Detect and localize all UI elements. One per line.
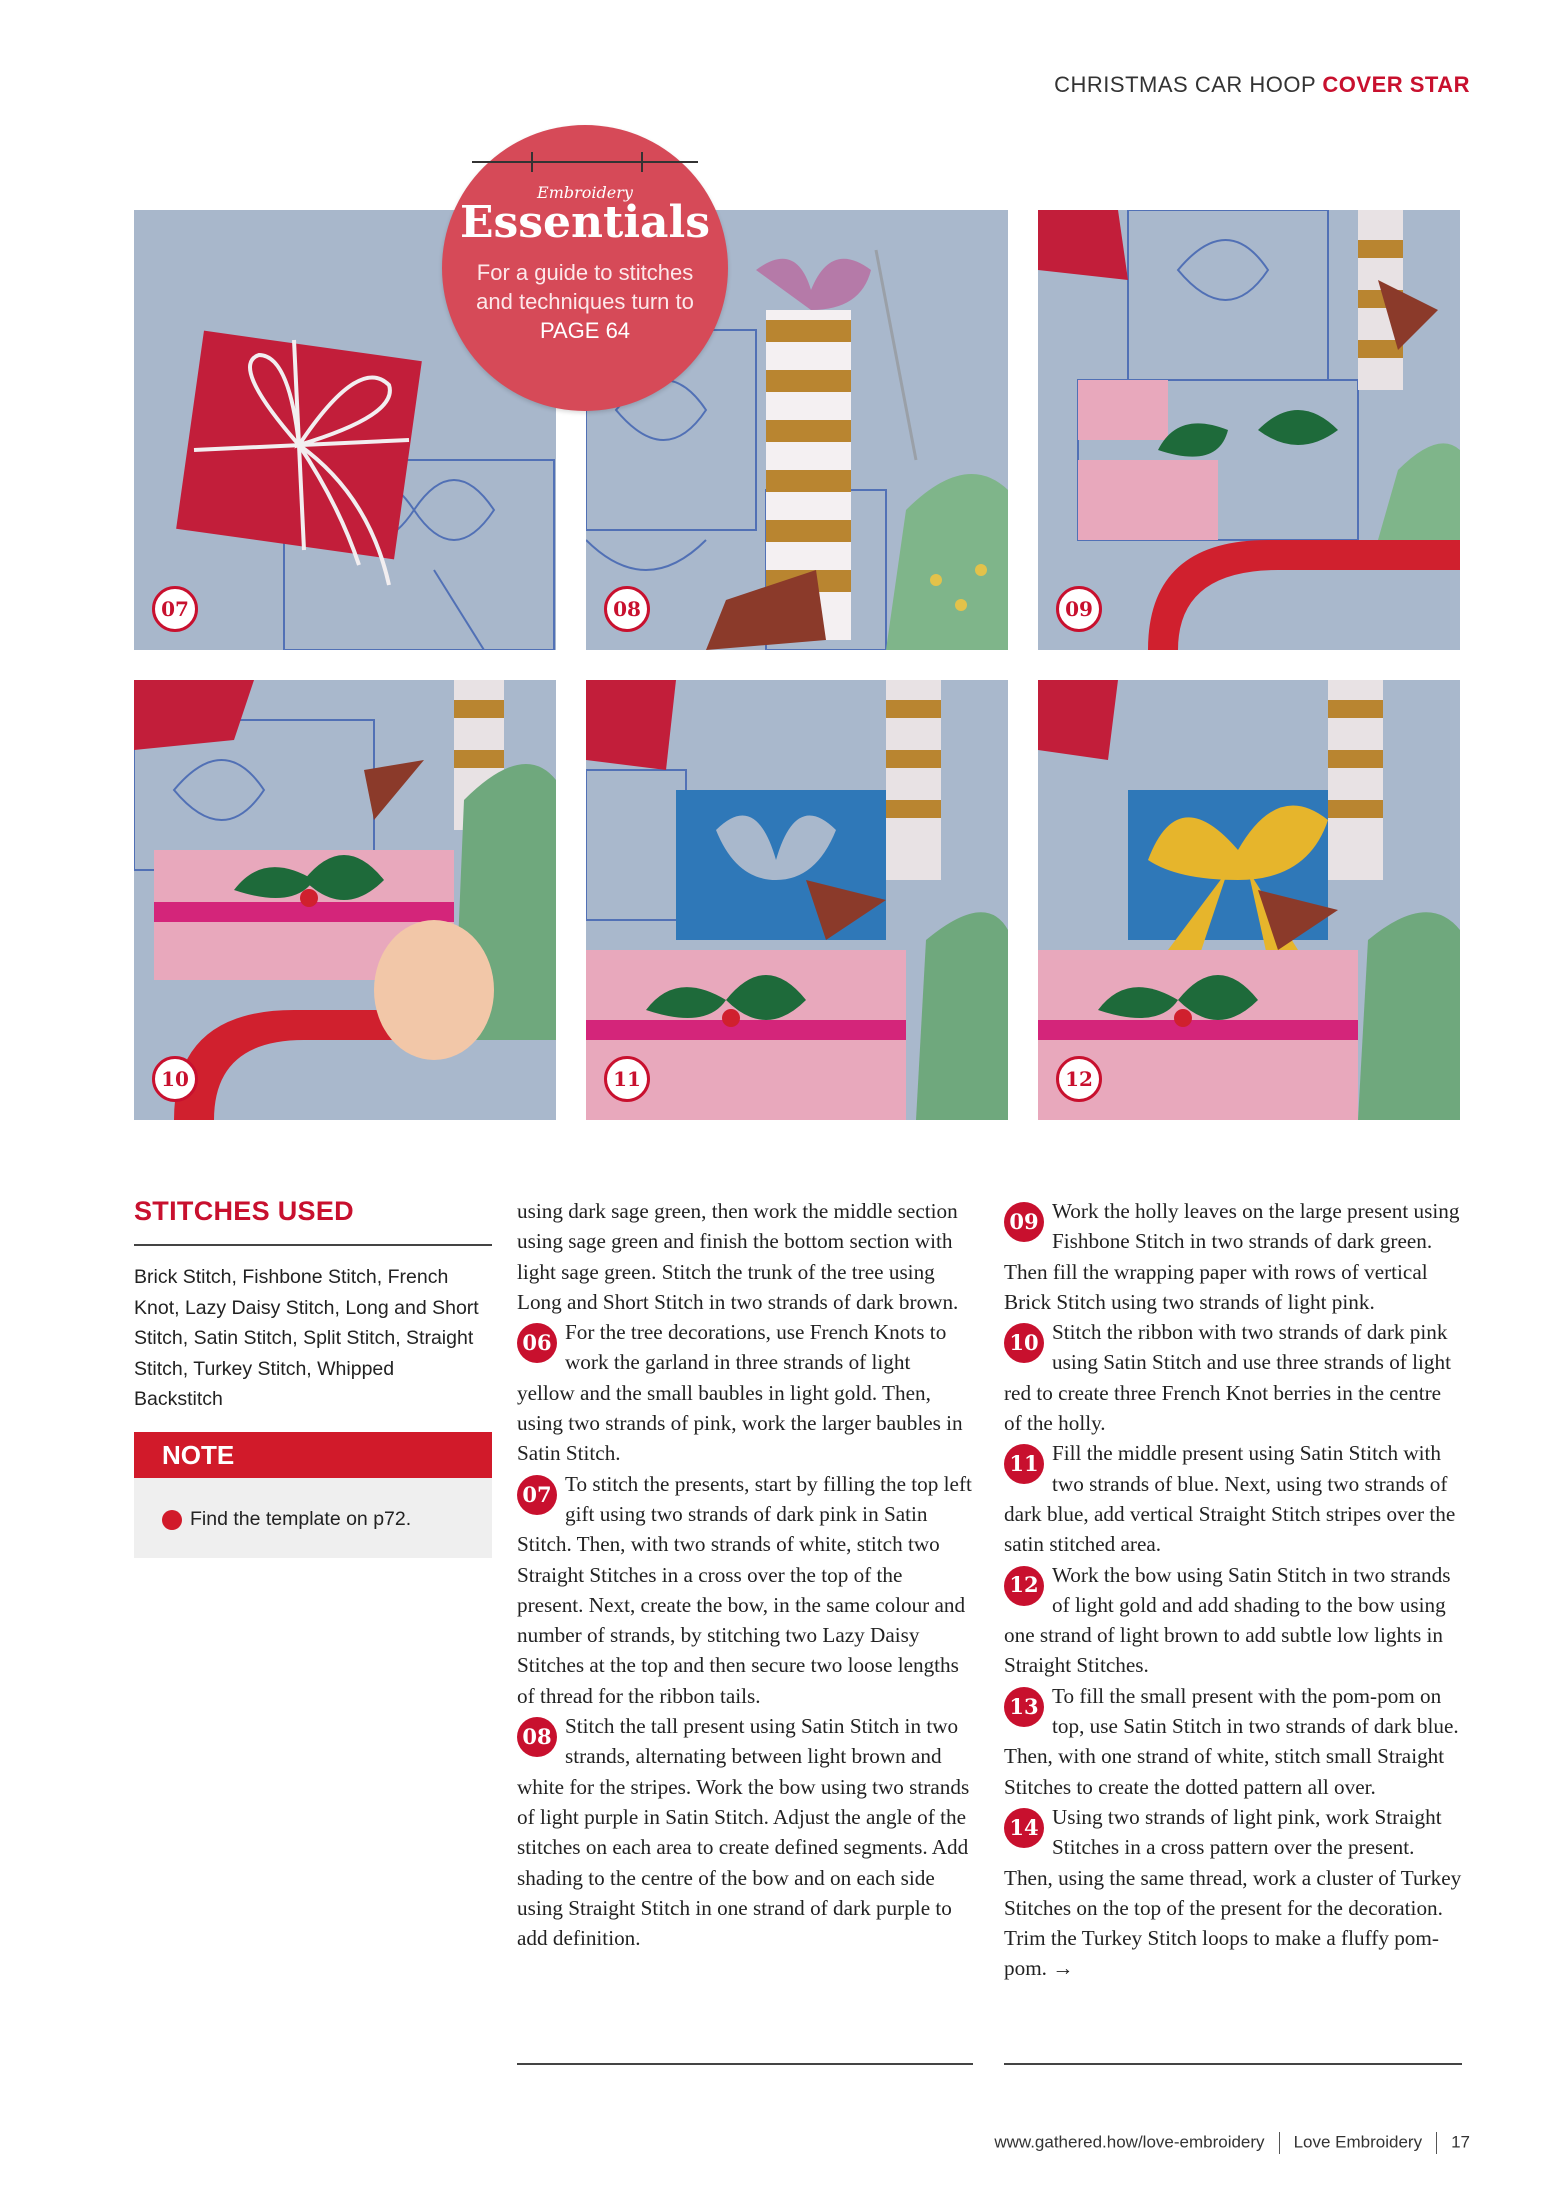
essentials-title: Essentials xyxy=(459,197,711,248)
bullet-icon xyxy=(162,1510,182,1530)
column-1-divider xyxy=(517,2063,973,2065)
step-badge-07: 07 xyxy=(152,586,198,632)
step-06 xyxy=(517,1317,973,1468)
step-number-09: 09 xyxy=(1004,1202,1044,1242)
step-08-text: Stitch the tall present using Satin Stitch in two strands, alternating between light brown and white for the stripes. Work the bow using two strands of light purple in Satin Stitch. Adjust the angle of the stitches on each area to create defined segments. Add shading to the centre of the bow and on each side using Straight Stitch in one strand of dark purple to add definition. xyxy=(517,1714,970,1951)
step-13-text: To fill the small present with the pom-pom on top, use Satin Stitch in two strands of dark blue. Then, with one strand of white, stitch small Straight Stitches to create the dotted pattern all over. xyxy=(1004,1683,1459,1799)
step-06-text: For the tree decorations, use French Knots to work the garland in three strands of light yellow and the small baubles in light gold. Then, using two strands of pink, work the larger baubles in Satin Stitch. xyxy=(517,1320,963,1466)
footer-magazine: Love Embroidery xyxy=(1293,2132,1423,2152)
column-2-divider xyxy=(1004,2063,1462,2065)
step-10 xyxy=(1004,1317,1462,1438)
needle-thread-icon xyxy=(472,147,698,177)
step-number-08: 08 xyxy=(517,1717,557,1757)
step-number-12: 12 xyxy=(1004,1566,1044,1606)
step-number-13: 13 xyxy=(1004,1687,1044,1727)
footer-url[interactable]: www.gathered.how/love-embroidery xyxy=(994,2132,1265,2152)
running-head-section: CHRISTMAS CAR HOOP xyxy=(1054,72,1316,97)
page-footer xyxy=(994,2132,1470,2154)
step-12 xyxy=(1004,1560,1462,1681)
essentials-desc xyxy=(472,258,698,345)
embroidery-photo-10 xyxy=(134,680,556,1120)
step-12-text: Work the bow using Satin Stitch in two strands of light gold and add shading to the bow using one strand of light brown to add subtle low lights in Straight Stitches. xyxy=(1004,1562,1451,1678)
step-photo-09 xyxy=(1038,210,1460,650)
embroidery-photo-11 xyxy=(586,680,1008,1120)
note-box xyxy=(134,1432,492,1558)
stitches-used-heading: STITCHES USED xyxy=(134,1196,354,1226)
step-07 xyxy=(517,1469,973,1711)
step-number-10: 10 xyxy=(1004,1323,1044,1363)
step-14-text: Using two strands of light pink, work Straight Stitches in a cross pattern over the present. Then, using the same thread, work a cluster of Turkey Stitches on the top of the present for the decoration. Trim the Turkey Stitch loops to make a fluffy pom-pom. → xyxy=(1004,1804,1462,1981)
running-head xyxy=(1054,72,1470,98)
essentials-page-link[interactable]: PAGE 64 xyxy=(539,318,631,343)
note-heading: NOTE xyxy=(134,1432,492,1478)
step-number-14: 14 xyxy=(1004,1808,1044,1848)
step-number-06: 06 xyxy=(517,1323,557,1363)
step-badge-12: 12 xyxy=(1056,1056,1102,1102)
note-text: Find the template on p72. xyxy=(190,1508,412,1530)
step-number-11: 11 xyxy=(1004,1444,1044,1484)
footer-separator xyxy=(1279,2132,1280,2154)
step-photo-12 xyxy=(1038,680,1460,1120)
note-line xyxy=(162,1508,411,1531)
step-11-text: Fill the middle present using Satin Stitch with two strands of blue. Next, using two strands of dark blue, add vertical Straight Stitch stripes over the satin stitched area. xyxy=(1004,1441,1456,1557)
stitches-used-list: Brick Stitch, Fishbone Stitch, French Knot, Lazy Daisy Stitch, Long and Short Stitch, Satin Stitch, Split Stitch, Straight Stitch, Turkey Stitch, Whipped Backstitch xyxy=(134,1266,479,1410)
essentials-brand: Embroidery xyxy=(537,183,633,202)
step-09-text: Work the holly leaves on the large present using Fishbone Stitch in two strands of dark green. Then fill the wrapping paper with rows of vertical Brick Stitch using two strands of light pink. xyxy=(1004,1199,1460,1314)
step-number-07: 07 xyxy=(517,1475,557,1515)
intro-paragraph: using dark sage green, then work the middle section using sage green and finish the bottom section with light sage green. Stitch the trunk of the tree using Long and Short Stitch in two strands of dark brown. xyxy=(517,1199,959,1314)
step-badge-11: 11 xyxy=(604,1056,650,1102)
sidebar-divider xyxy=(134,1244,492,1246)
column-2 xyxy=(1004,1196,1462,1984)
embroidery-photo-09 xyxy=(1038,210,1460,650)
step-09 xyxy=(1004,1196,1462,1317)
embroidery-photo-12 xyxy=(1038,680,1460,1120)
step-photo-10 xyxy=(134,680,556,1120)
step-badge-10: 10 xyxy=(152,1056,198,1102)
step-14 xyxy=(1004,1802,1462,1984)
essentials-desc-text: For a guide to stitches and techniques turn to xyxy=(476,260,694,314)
column-1 xyxy=(517,1196,973,1953)
step-08 xyxy=(517,1711,973,1953)
essentials-roundel xyxy=(442,125,728,411)
footer-separator xyxy=(1436,2132,1437,2154)
step-photo-11 xyxy=(586,680,1008,1120)
step-13 xyxy=(1004,1681,1462,1802)
step-badge-09: 09 xyxy=(1056,586,1102,632)
running-head-cover-star: COVER STAR xyxy=(1322,72,1470,97)
page-number: 17 xyxy=(1451,2132,1470,2152)
step-10-text: Stitch the ribbon with two strands of dark pink using Satin Stitch and use three strands of light red to create three French Knot berries in the centre of the holly. xyxy=(1004,1320,1451,1436)
step-07-text: To stitch the presents, start by filling the top left gift using two strands of dark pink in Satin Stitch. Then, with two strands of white, stitch two Straight Stitches in a cross over the top of the present. Next, create the bow, in the same colour and number of strands, by stitching two Lazy Daisy Stitches at the top and then secure two loose lengths of thread for the ribbon tails. xyxy=(517,1471,972,1708)
step-11 xyxy=(1004,1438,1462,1559)
step-badge-08: 08 xyxy=(604,586,650,632)
